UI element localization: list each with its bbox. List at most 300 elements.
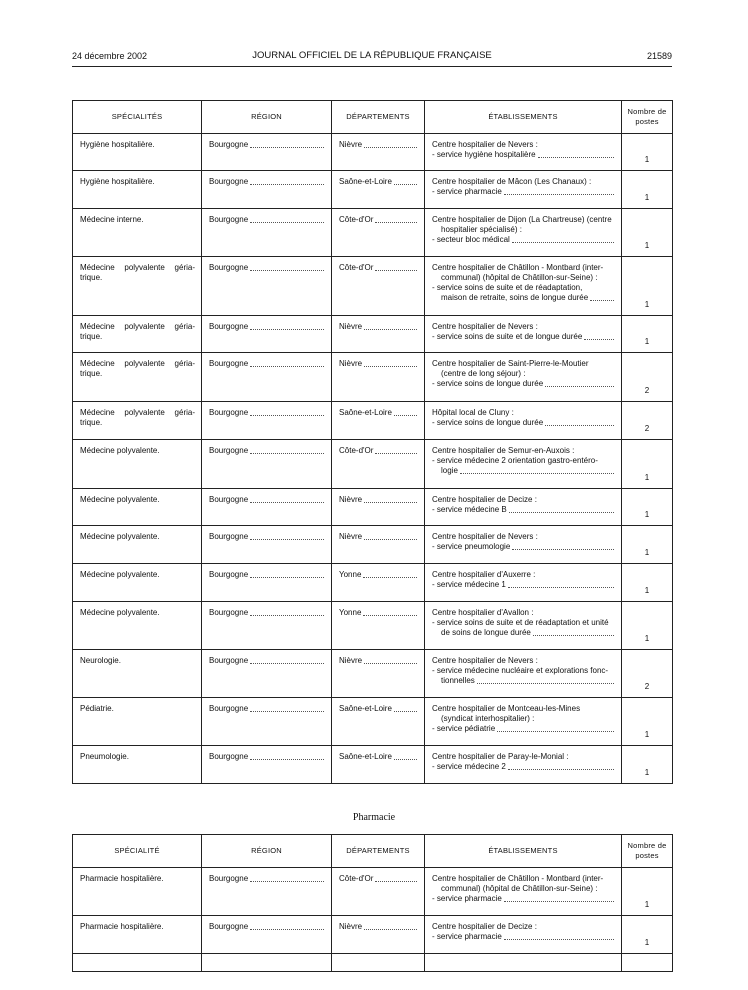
departement-cell: [332, 564, 425, 602]
etablissement-leader: [432, 332, 615, 342]
region-leader: [209, 532, 325, 542]
postes-cell: [622, 564, 673, 602]
region-entry: [202, 868, 331, 884]
departement-cell: [332, 868, 425, 916]
departement-text: Côte-d'Or: [339, 215, 374, 224]
etablissement-leader: [432, 542, 615, 552]
departement-cell: [332, 954, 425, 972]
col-header-nombre-postes: Nombre de postes: [622, 101, 673, 134]
departement-cell: [332, 602, 425, 650]
region-cell: [202, 353, 332, 402]
region-leader: [209, 656, 325, 666]
departement-text: Nièvre: [339, 140, 363, 149]
departement-cell: [332, 209, 425, 257]
dot-leader: [394, 177, 417, 185]
postes-cell: [622, 602, 673, 650]
postes-value: 1: [644, 155, 650, 164]
dot-leader: [364, 922, 417, 930]
specialite-cell: [73, 209, 202, 257]
postes-cell: [622, 746, 673, 784]
etablissement-line: communal) (hôpital de Châtillon-sur-Seine) :: [441, 273, 598, 282]
region-cell: [202, 171, 332, 209]
specialite-cell: [73, 698, 202, 746]
departement-leader: [339, 752, 418, 762]
dot-leader: [364, 359, 417, 367]
region-text: Bourgogne: [209, 359, 249, 368]
specialite-text: Médecine polyvalente.: [80, 570, 160, 579]
dot-leader: [364, 495, 417, 503]
departement-leader: [339, 656, 418, 666]
etablissement-leader: [432, 762, 615, 772]
etablissement-leader: [432, 235, 615, 245]
etablissement-leader: [432, 894, 615, 904]
region-cell: [202, 698, 332, 746]
region-text: Bourgogne: [209, 446, 249, 455]
departement-cell: [332, 489, 425, 526]
etablissement-entry: [425, 650, 621, 686]
region-text: Bourgogne: [209, 322, 249, 331]
region-cell: [202, 402, 332, 440]
col-header-region: RÉGION: [202, 101, 332, 134]
table-row: [73, 316, 673, 353]
etablissement-cell: [425, 257, 622, 316]
postes-value: 1: [644, 300, 650, 309]
postes-value: 1: [644, 768, 650, 777]
etablissement-entry: [425, 746, 621, 772]
departement-text: Saône-et-Loire: [339, 752, 392, 761]
etablissement-line: Centre hospitalier de Mâcon (Les Chanaux) :: [432, 177, 592, 186]
departement-leader: [339, 408, 418, 418]
page-header: [72, 48, 672, 64]
postes-cell: [622, 402, 673, 440]
table-header-row: [73, 835, 673, 868]
region-text: Bourgogne: [209, 656, 249, 665]
etablissement-line: Centre hospitalier de Decize :: [432, 495, 537, 504]
departement-cell: [332, 316, 425, 353]
departement-leader: [339, 322, 418, 332]
etablissement-entry: [425, 868, 621, 904]
region-text: Bourgogne: [209, 922, 249, 931]
region-cell: [202, 564, 332, 602]
region-entry: [202, 746, 331, 762]
region-cell: [202, 954, 332, 972]
etablissement-line: tionnelles: [441, 676, 475, 685]
table-row: [73, 526, 673, 564]
etablissement-line: Centre hospitalier de Decize :: [432, 922, 537, 931]
departement-entry: [332, 650, 424, 666]
table-row: [73, 402, 673, 440]
postes-table-pharmacie: [72, 834, 673, 972]
etablissement-line: (centre de long séjour) :: [441, 369, 526, 378]
etablissement-cell: [425, 440, 622, 489]
table-row: [73, 440, 673, 489]
dot-leader: [545, 418, 614, 426]
region-entry: [202, 526, 331, 542]
etablissement-line: - service soins de suite et de réadaptation,: [432, 283, 583, 292]
dot-leader: [250, 177, 324, 185]
departement-entry: [332, 209, 424, 225]
specialite-cell: [73, 171, 202, 209]
dot-leader: [504, 187, 614, 195]
specialite-cell: [73, 257, 202, 316]
postes-cell: [622, 353, 673, 402]
region-entry: [202, 954, 331, 960]
region-text: Bourgogne: [209, 752, 249, 761]
dot-leader: [375, 263, 417, 271]
etablissement-line: Centre hospitalier de Châtillon - Montbard (inter-: [432, 874, 604, 883]
specialite-cell: [73, 746, 202, 784]
dot-leader: [375, 446, 417, 454]
table-header-row: [73, 101, 673, 134]
departement-entry: [332, 526, 424, 542]
etablissement-leader: [432, 466, 615, 476]
table-row: [73, 916, 673, 954]
specialite-text: Médecine polyvalente géria-trique.: [80, 408, 195, 427]
etablissement-line: Centre hospitalier de Saint-Pierre-le-Moutier: [432, 359, 589, 368]
dot-leader: [363, 570, 417, 578]
table-row: [73, 134, 673, 171]
departement-cell: [332, 916, 425, 954]
etablissement-line: - service médecine B: [432, 505, 507, 514]
region-leader: [209, 322, 325, 332]
etablissement-line: - service soins de longue durée: [432, 418, 544, 427]
etablissement-line: Centre hospitalier de Semur-en-Auxois :: [432, 446, 575, 455]
etablissement-cell: [425, 171, 622, 209]
postes-value: 1: [644, 337, 650, 346]
postes-cell: [622, 698, 673, 746]
departement-leader: [339, 495, 418, 505]
table-row: [73, 746, 673, 784]
col-header-specialites: SPÉCIALITÉS: [73, 101, 202, 134]
specialite-cell: [73, 916, 202, 954]
postes-cell: [622, 526, 673, 564]
departement-text: Nièvre: [339, 495, 363, 504]
departement-cell: [332, 257, 425, 316]
departement-text: Nièvre: [339, 532, 363, 541]
dot-leader: [394, 408, 417, 416]
specialite-text: Médecine polyvalente géria-trique.: [80, 263, 195, 282]
postes-value: 1: [644, 938, 650, 947]
dot-leader: [250, 922, 324, 930]
dot-leader: [394, 704, 417, 712]
etablissement-line: - service soins de suite et de réadaptation et unité: [432, 618, 609, 627]
table-row: [73, 698, 673, 746]
dot-leader: [250, 446, 324, 454]
dot-leader: [394, 752, 417, 760]
etablissement-cell: [425, 526, 622, 564]
region-cell: [202, 316, 332, 353]
specialite-text: Pneumologie.: [80, 752, 129, 761]
postes-cell: [622, 868, 673, 916]
departement-cell: [332, 746, 425, 784]
dot-leader: [512, 235, 614, 243]
col-header-etablissements: ÉTABLISSEMENTS: [425, 101, 622, 134]
table-row: [73, 564, 673, 602]
specialite-text: Pharmacie hospitalière.: [80, 874, 164, 883]
region-leader: [209, 263, 325, 273]
region-cell: [202, 440, 332, 489]
departement-entry: [332, 954, 424, 960]
etablissement-cell: [425, 746, 622, 784]
specialite-cell: [73, 134, 202, 171]
departement-cell: [332, 440, 425, 489]
etablissement-entry: [425, 564, 621, 590]
dot-leader: [364, 532, 417, 540]
etablissement-line: - service pharmacie: [432, 894, 502, 903]
postes-value: 2: [644, 682, 650, 691]
specialite-cell: [73, 353, 202, 402]
region-text: Bourgogne: [209, 570, 249, 579]
specialite-cell: [73, 440, 202, 489]
departement-cell: [332, 402, 425, 440]
region-leader: [209, 704, 325, 714]
etablissement-entry: [425, 916, 621, 942]
dot-leader: [508, 580, 614, 588]
departement-entry: [332, 402, 424, 418]
specialite-cell: [73, 489, 202, 526]
dot-leader: [250, 140, 324, 148]
etablissement-leader: [432, 628, 615, 638]
specialite-text: Hygiène hospitalière.: [80, 177, 155, 186]
departement-leader: [339, 704, 418, 714]
table-row: [73, 489, 673, 526]
etablissement-leader: [432, 505, 615, 515]
specialite-text: Médecine polyvalente géria-trique.: [80, 359, 195, 378]
region-entry: [202, 916, 331, 932]
departement-entry: [332, 171, 424, 187]
specialite-text: Médecine polyvalente.: [80, 446, 160, 455]
departement-cell: [332, 171, 425, 209]
postes-table-specialites: [72, 100, 673, 784]
etablissement-entry: [425, 257, 621, 303]
etablissement-entry: [425, 602, 621, 638]
etablissement-line: - service soins de suite et de longue durée: [432, 332, 583, 341]
etablissement-line: - service pneumologie: [432, 542, 511, 551]
departement-entry: [332, 316, 424, 332]
dot-leader: [538, 150, 614, 158]
region-entry: [202, 257, 331, 273]
region-cell: [202, 134, 332, 171]
dot-leader: [250, 359, 324, 367]
specialite-text: Médecine polyvalente.: [80, 532, 160, 541]
dot-leader: [250, 263, 324, 271]
region-leader: [209, 874, 325, 884]
region-entry: [202, 698, 331, 714]
dot-leader: [250, 656, 324, 664]
postes-value: 1: [644, 193, 650, 202]
departement-text: Nièvre: [339, 322, 363, 331]
specialite-text: Pédiatrie.: [80, 704, 114, 713]
etablissement-cell: [425, 134, 622, 171]
etablissement-line: - service pédiatrie: [432, 724, 496, 733]
specialite-cell: [73, 868, 202, 916]
postes-cell: [622, 257, 673, 316]
col-header-nombre-postes: Nombre de postes: [622, 835, 673, 868]
region-leader: [209, 608, 325, 618]
specialite-text: Médecine interne.: [80, 215, 144, 224]
departement-leader: [339, 874, 418, 884]
departement-leader: [339, 532, 418, 542]
etablissement-leader: [432, 932, 615, 942]
etablissement-cell: [425, 489, 622, 526]
region-entry: [202, 209, 331, 225]
departement-leader: [339, 215, 418, 225]
dot-leader: [512, 542, 614, 550]
table-row: [73, 868, 673, 916]
dot-leader: [477, 676, 614, 684]
etablissement-entry: [425, 489, 621, 515]
dot-leader: [533, 628, 614, 636]
dot-leader: [460, 466, 614, 474]
etablissement-cell: [425, 353, 622, 402]
etablissement-line: Centre hospitalier de Nevers :: [432, 322, 538, 331]
region-cell: [202, 602, 332, 650]
postes-cell: [622, 134, 673, 171]
table-row: [73, 954, 673, 972]
region-cell: [202, 650, 332, 698]
departement-text: Yonne: [339, 570, 362, 579]
etablissement-line: communal) (hôpital de Châtillon-sur-Seine) :: [441, 884, 598, 893]
postes-cell: [622, 316, 673, 353]
departement-text: Saône-et-Loire: [339, 704, 392, 713]
postes-cell: [622, 916, 673, 954]
region-text: Bourgogne: [209, 177, 249, 186]
dot-leader: [250, 752, 324, 760]
departement-entry: [332, 916, 424, 932]
specialite-cell: [73, 402, 202, 440]
region-entry: [202, 564, 331, 580]
etablissement-line: - service pharmacie: [432, 932, 502, 941]
departement-leader: [339, 359, 418, 369]
col-header-specialite: SPÉCIALITÉ: [73, 835, 202, 868]
dot-leader: [250, 322, 324, 330]
etablissement-entry: [425, 316, 621, 342]
dot-leader: [364, 322, 417, 330]
etablissement-leader: [432, 379, 615, 389]
etablissement-line: (syndicat interhospitalier) :: [441, 714, 535, 723]
etablissement-line: - secteur bloc médical: [432, 235, 510, 244]
departement-text: Saône-et-Loire: [339, 408, 392, 417]
departement-entry: [332, 868, 424, 884]
etablissement-line: Centre hospitalier d'Auxerre :: [432, 570, 536, 579]
region-entry: [202, 402, 331, 418]
etablissement-cell: [425, 209, 622, 257]
etablissement-line: Hôpital local de Cluny :: [432, 408, 514, 417]
region-cell: [202, 746, 332, 784]
etablissement-line: de soins de longue durée: [441, 628, 531, 637]
etablissement-line: - service médecine nucléaire et explorations fonc-: [432, 666, 609, 675]
dot-leader: [250, 874, 324, 882]
etablissement-leader: [432, 580, 615, 590]
postes-value: 1: [644, 634, 650, 643]
etablissement-line: - service médecine 1: [432, 580, 506, 589]
region-cell: [202, 489, 332, 526]
specialite-cell: [73, 602, 202, 650]
departement-entry: [332, 134, 424, 150]
specialite-text: Hygiène hospitalière.: [80, 140, 155, 149]
region-leader: [209, 177, 325, 187]
region-cell: [202, 257, 332, 316]
dot-leader: [250, 495, 324, 503]
postes-value: 2: [644, 386, 650, 395]
postes-cell: [622, 440, 673, 489]
departement-entry: [332, 698, 424, 714]
postes-cell: [622, 209, 673, 257]
etablissement-line: - service soins de longue durée: [432, 379, 544, 388]
table-row: [73, 171, 673, 209]
region-text: Bourgogne: [209, 408, 249, 417]
etablissement-cell: [425, 868, 622, 916]
dot-leader: [497, 724, 614, 732]
specialite-text: Neurologie.: [80, 656, 121, 665]
section-title-pharmacie: Pharmacie: [352, 812, 396, 823]
region-leader: [209, 922, 325, 932]
postes-value: 1: [644, 586, 650, 595]
etablissement-cell: [425, 602, 622, 650]
region-leader: [209, 495, 325, 505]
table-row: [73, 209, 673, 257]
col-header-region: RÉGION: [202, 835, 332, 868]
region-entry: [202, 602, 331, 618]
specialite-text: Médecine polyvalente géria-trique.: [80, 322, 195, 341]
etablissement-line: Centre hospitalier de Paray-le-Monial :: [432, 752, 569, 761]
dot-leader: [250, 570, 324, 578]
table-row: [73, 650, 673, 698]
departement-text: Côte-d'Or: [339, 874, 374, 883]
dot-leader: [504, 932, 614, 940]
region-leader: [209, 140, 325, 150]
postes-value: 2: [644, 424, 650, 433]
region-leader: [209, 408, 325, 418]
etablissement-cell: [425, 402, 622, 440]
departement-leader: [339, 140, 418, 150]
specialite-cell: [73, 526, 202, 564]
dot-leader: [508, 762, 614, 770]
region-cell: [202, 209, 332, 257]
page-number: 21589: [646, 51, 672, 61]
departement-cell: [332, 134, 425, 171]
etablissement-cell: [425, 316, 622, 353]
etablissement-line: Centre hospitalier de Nevers :: [432, 532, 538, 541]
departement-text: Côte-d'Or: [339, 263, 374, 272]
dot-leader: [584, 332, 614, 340]
departement-text: Saône-et-Loire: [339, 177, 392, 186]
col-header-etablissements: ÉTABLISSEMENTS: [425, 835, 622, 868]
departement-leader: [339, 922, 418, 932]
departement-entry: [332, 440, 424, 456]
postes-value: 1: [644, 241, 650, 250]
dot-leader: [545, 379, 614, 387]
postes-value: 1: [644, 548, 650, 557]
dot-leader: [250, 532, 324, 540]
region-text: Bourgogne: [209, 140, 249, 149]
region-leader: [209, 752, 325, 762]
postes-value: 1: [644, 510, 650, 519]
col-header-departements: DÉPARTEMENTS: [332, 835, 425, 868]
dot-leader: [375, 215, 417, 223]
etablissement-cell: [425, 650, 622, 698]
dot-leader: [250, 215, 324, 223]
specialite-text: Pharmacie hospitalière.: [80, 922, 164, 931]
region-text: Bourgogne: [209, 263, 249, 272]
departement-leader: [339, 177, 418, 187]
region-entry: [202, 353, 331, 369]
region-text: Bourgogne: [209, 608, 249, 617]
journal-title: JOURNAL OFFICIEL DE LA RÉPUBLIQUE FRANÇAISE: [252, 50, 492, 61]
specialite-cell: [73, 564, 202, 602]
table-row: [73, 257, 673, 316]
departement-text: Nièvre: [339, 359, 363, 368]
